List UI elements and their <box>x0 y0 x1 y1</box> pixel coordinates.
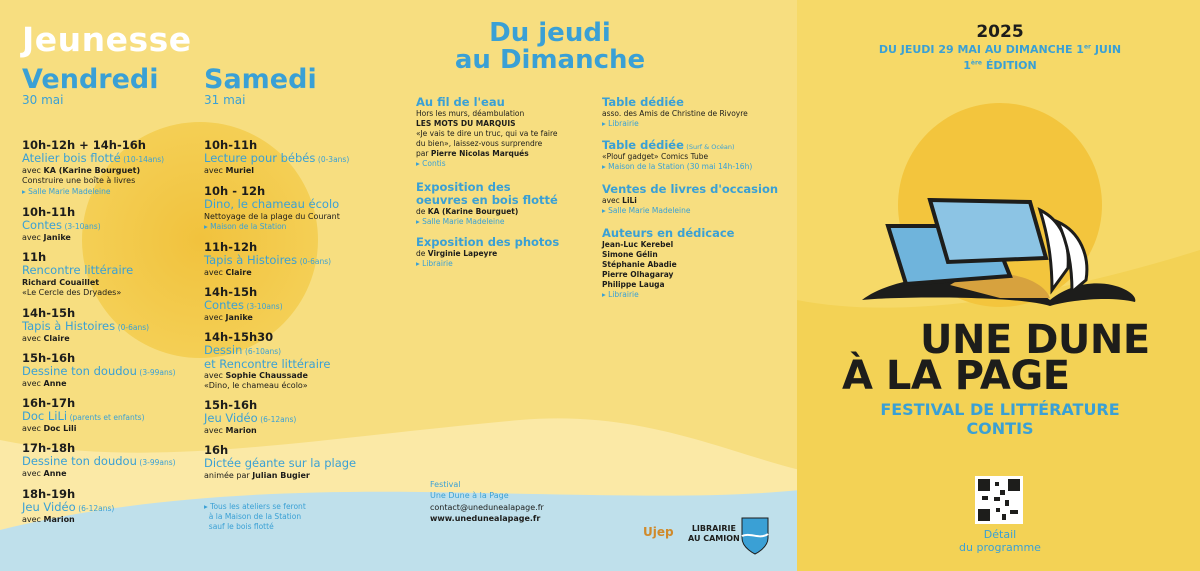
list-item <box>22 205 200 243</box>
event-location: ▸ Salle Marie Madeleine <box>22 186 111 196</box>
edition-word: ÉDITION <box>982 59 1037 72</box>
item-by-prefix: avec <box>602 196 620 205</box>
event-tag: (6-12ans) <box>260 415 297 424</box>
item-by: Pierre Nicolas Marqués <box>430 149 529 158</box>
saturday-header <box>204 66 317 107</box>
edition-num: 1 <box>963 59 971 72</box>
note-line: Tous les ateliers se feront <box>210 502 306 511</box>
event-who: Sophie Chaussade <box>225 370 308 380</box>
event-name: Doc LiLi <box>22 409 68 423</box>
list-item <box>204 138 394 176</box>
qr-label-line2: du programme <box>959 541 1041 554</box>
event-tag: (3-99ans) <box>139 368 176 377</box>
list-item <box>22 487 200 525</box>
item-bold: LES MOTS DU MARQUIS <box>416 119 516 128</box>
qr-code[interactable] <box>975 476 1023 524</box>
list-item <box>22 441 200 479</box>
list-item <box>602 96 792 129</box>
middle-title-line2: au Dimanche <box>454 45 646 75</box>
event-name-line2: et Rencontre littéraire <box>204 356 331 371</box>
event-who: Janike <box>225 312 253 322</box>
event-name: Contes <box>22 218 62 232</box>
item-line: du bien», laissez-vous surprendre <box>416 139 543 148</box>
item-name: Exposition des photos <box>416 235 560 249</box>
dates-text: DU JEUDI 29 MAI AU DIMANCHE 1 <box>878 43 1084 56</box>
item-name: Ventes de livres d'occasion <box>602 182 779 196</box>
event-extra: Nettoyage de la plage du Courant <box>204 211 340 221</box>
event-name: Lecture pour bébés <box>204 151 316 165</box>
event-tag: (0-3ans) <box>317 155 350 164</box>
event-tag: (10-14ans) <box>123 155 165 164</box>
event-tag: (3-99ans) <box>139 458 176 467</box>
event-time: 14h-15h <box>22 306 76 320</box>
event-who-prefix: avec <box>22 333 41 343</box>
festival-dates <box>820 43 1180 56</box>
list-item <box>22 351 200 389</box>
list-item <box>204 398 394 436</box>
event-tag: (0-6ans) <box>117 323 150 332</box>
author-name: Pierre Olhagaray <box>602 270 674 279</box>
item-by-prefix: de <box>416 249 426 258</box>
list-item <box>602 227 792 300</box>
author-name: Stéphanie Abadie <box>602 260 677 269</box>
event-who: Richard Couaillet <box>22 277 100 287</box>
event-who-prefix: avec <box>204 267 223 277</box>
event-who: Julian Bugier <box>252 470 310 480</box>
event-tag: (0-6ans) <box>299 257 332 266</box>
contact-label: Une Dune à la Page <box>430 490 509 500</box>
event-who: Marion <box>43 514 75 524</box>
event-time: 16h-17h <box>22 396 76 410</box>
author-name: Jean-Luc Kerebel <box>602 240 674 249</box>
edition <box>840 59 1160 72</box>
librairie-camion-logo <box>688 524 740 544</box>
event-tag: (parents et enfants) <box>69 413 145 422</box>
festival-subtitle-line2: CONTIS <box>966 419 1034 438</box>
list-item <box>22 250 200 299</box>
event-location-text: Salle Marie Madeleine <box>28 186 111 196</box>
list-item <box>416 96 596 169</box>
event-who: Marion <box>225 425 257 435</box>
item-name-line2: oeuvres en bois flotté <box>416 193 558 207</box>
list-item <box>22 138 200 197</box>
event-time: 10h-12h + 14h-16h <box>22 138 146 152</box>
event-time: 15h-16h <box>22 351 76 365</box>
item-name: Exposition des <box>416 180 511 194</box>
note-line: sauf le bois flotté <box>208 522 274 531</box>
dates-end: JUIN <box>1090 43 1122 56</box>
event-location-text: Maison de la Station <box>210 222 287 231</box>
friday-day: Vendredi <box>22 64 159 95</box>
event-who: Anne <box>43 378 67 388</box>
event-who-prefix: avec <box>22 514 41 524</box>
qr-label <box>940 528 1060 554</box>
event-time: 14h-15h <box>204 285 258 299</box>
event-time: 15h-16h <box>204 398 258 412</box>
item-line: asso. des Amis de Christine de Rivoyre <box>602 109 748 118</box>
event-who: Claire <box>225 267 252 277</box>
event-name: Tapis à Histoires <box>204 253 298 267</box>
event-extra: «Dino, le chameau écolo» <box>204 381 308 390</box>
ujep-logo <box>643 525 674 539</box>
item-by: LiLi <box>622 196 637 205</box>
item-location-text: Maison de la Station (30 mai 14h-16h) <box>608 162 753 171</box>
author-name: Philippe Lauga <box>602 280 665 289</box>
event-time: 11h-12h <box>204 240 258 254</box>
event-time: 10h-11h <box>204 138 258 152</box>
item-by: Virginie Lapeyre <box>427 249 498 258</box>
item-location: ▸ Librairie <box>416 259 453 268</box>
event-name: Atelier bois flotté <box>22 151 121 165</box>
event-who: Claire <box>43 333 70 343</box>
event-extra: «Le Cercle des Dryades» <box>22 288 122 297</box>
item-by-prefix: par <box>416 149 429 158</box>
contact-block <box>430 480 544 524</box>
festival-subtitle-line1: FESTIVAL DE LITTÉRATURE <box>880 400 1120 419</box>
event-name: Tapis à Histoires <box>22 319 116 333</box>
item-by-prefix: de <box>416 207 426 216</box>
item-location-text: Librairie <box>608 119 639 128</box>
list-item <box>416 236 596 269</box>
list-item <box>204 184 394 233</box>
event-who: Muriel <box>225 165 255 175</box>
qr-label-line1: Détail <box>983 528 1017 541</box>
event-location: ▸ Maison de la Station <box>204 222 287 231</box>
friday-header <box>22 66 159 107</box>
item-location: ▸ Librairie <box>602 119 639 128</box>
event-who-prefix: avec <box>204 425 223 435</box>
event-time: 14h-15h30 <box>204 330 274 344</box>
item-location: ▸ Librairie <box>602 290 639 299</box>
event-name: Dictée géante sur la plage <box>204 456 357 470</box>
list-item <box>602 139 792 172</box>
item-line: Hors les murs, déambulation <box>416 109 525 118</box>
event-time: 16h <box>204 443 229 457</box>
list-item <box>602 183 792 216</box>
event-tag: (3-10ans) <box>246 302 283 311</box>
friday-date: 30 mai <box>22 93 64 107</box>
dates-sup: er <box>1083 43 1091 51</box>
item-location-text: Contis <box>422 159 446 168</box>
event-who-prefix: avec <box>22 165 41 175</box>
atelier-note: ▸ Tous les ateliers se feront à la Maison de la Station sauf le bois flotté <box>204 502 306 531</box>
event-name: Dessine ton doudou <box>22 364 137 378</box>
item-location: ▸ Contis <box>416 159 446 168</box>
event-name: Dino, le chameau écolo <box>204 197 340 211</box>
item-location: ▸ Maison de la Station (30 mai 14h-16h) <box>602 162 753 171</box>
event-time: 10h - 12h <box>204 184 266 198</box>
list-item <box>204 330 394 392</box>
list-item <box>204 443 394 481</box>
ujep-logo-text: Ujep <box>643 525 674 539</box>
event-name: Jeu Vidéo <box>204 411 258 425</box>
item-location: ▸ Salle Marie Madeleine <box>416 217 505 226</box>
brand-line1: UNE DUNE <box>920 317 1150 363</box>
item-location-text: Librairie <box>422 259 453 268</box>
contact-label: Festival <box>430 480 461 489</box>
event-name: Jeu Vidéo <box>22 500 76 514</box>
item-location: ▸ Salle Marie Madeleine <box>602 206 691 215</box>
note-line: à la Maison de la Station <box>208 512 302 521</box>
event-who: Anne <box>43 468 67 478</box>
event-name: Dessine ton doudou <box>22 454 137 468</box>
list-item <box>204 240 394 278</box>
author-name: Simone Gélin <box>602 250 658 259</box>
event-time: 11h <box>22 250 47 264</box>
item-location-text: Salle Marie Madeleine <box>422 217 505 226</box>
logo-line: LIBRAIRIE <box>691 524 736 533</box>
contact-email[interactable]: contact@unedunealapage.fr <box>430 503 544 512</box>
event-time: 18h-19h <box>22 487 76 501</box>
contact-website[interactable]: www.unedunealapage.fr <box>430 513 541 523</box>
event-name: Dessin <box>204 343 243 357</box>
event-extra: Construire une boîte à livres <box>22 176 136 185</box>
item-by: KA (Karine Bourguet) <box>427 207 519 216</box>
event-name: Contes <box>204 298 244 312</box>
saturday-date: 31 mai <box>204 93 246 107</box>
year: 2025 <box>976 22 1024 42</box>
festival-subtitle <box>840 400 1160 438</box>
event-time: 10h-11h <box>22 205 76 219</box>
event-time: 17h-18h <box>22 441 76 455</box>
event-who-prefix: avec <box>204 312 223 322</box>
event-who: Doc Lili <box>43 423 77 433</box>
event-tag: (6-12ans) <box>78 504 115 513</box>
item-line: «Plouf gadget» Comics Tube <box>602 152 709 161</box>
brand-line2: À LA PAGE <box>842 353 1070 399</box>
jeunesse-title: Jeunesse <box>22 20 192 59</box>
logo-line: AU CAMION <box>688 534 740 543</box>
item-name: Au fil de l'eau <box>416 95 505 109</box>
event-who-prefix: avec <box>22 378 41 388</box>
event-who-prefix: animée par <box>204 470 250 480</box>
municipal-crest-icon <box>738 514 772 556</box>
event-who-prefix: avec <box>204 370 223 380</box>
event-who-prefix: avec <box>22 468 41 478</box>
list-item <box>416 181 596 227</box>
list-item <box>22 396 200 434</box>
item-location-text: Librairie <box>608 290 639 299</box>
item-name: Table dédiée <box>602 95 684 109</box>
item-location-text: Salle Marie Madeleine <box>608 206 691 215</box>
list-item <box>22 306 200 344</box>
middle-title-line1: Du jeudi <box>489 18 611 48</box>
item-tag: (Surf & Océan) <box>686 143 735 151</box>
event-who: KA (Karine Bourguet) <box>43 165 141 175</box>
saturday-day: Samedi <box>204 64 317 95</box>
item-name: Auteurs en dédicace <box>602 226 735 240</box>
edition-sup: ère <box>970 59 983 67</box>
event-tag: (6-10ans) <box>244 347 282 356</box>
item-name: Table dédiée <box>602 138 684 152</box>
event-who: Janike <box>43 232 71 242</box>
event-who-prefix: avec <box>22 232 41 242</box>
item-line: «Je vais te dire un truc, qui va te faire <box>416 129 558 138</box>
list-item <box>204 285 394 323</box>
event-who-prefix: avec <box>22 423 41 433</box>
middle-title <box>400 20 700 74</box>
event-name: Rencontre littéraire <box>22 263 134 277</box>
event-tag: (3-10ans) <box>64 222 101 231</box>
event-who-prefix: avec <box>204 165 223 175</box>
